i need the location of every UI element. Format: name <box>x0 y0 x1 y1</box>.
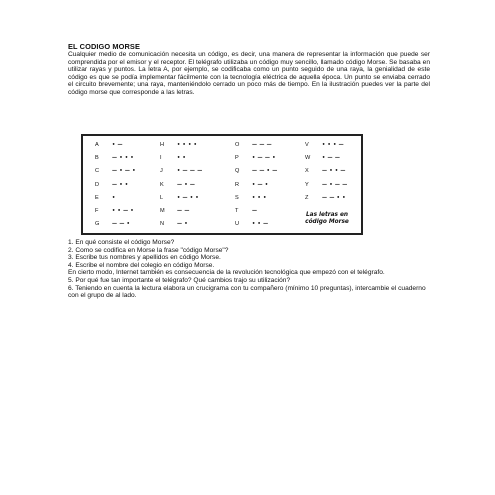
morse-code: • <box>112 194 116 201</box>
morse-code: • — • • <box>177 194 199 201</box>
morse-letter: N <box>160 221 165 228</box>
morse-letter: I <box>160 155 162 162</box>
morse-letter: S <box>235 194 239 201</box>
morse-code: — • • • <box>112 155 134 162</box>
morse-entry-a <box>95 141 123 149</box>
morse-code: — — — <box>252 142 272 148</box>
morse-code: • — — • <box>252 155 276 162</box>
question-line: 5. Por qué fue tan importante el telégrafo? Qué cambios trajo su utilización? <box>68 276 291 284</box>
questions-list <box>68 239 430 300</box>
morse-entry-f <box>95 207 134 215</box>
morse-entry-e <box>95 194 116 202</box>
morse-entry-r <box>235 181 268 189</box>
morse-code: • — — <box>322 155 341 162</box>
morse-code: — • — — <box>322 181 348 188</box>
morse-code: — — • • <box>322 194 346 201</box>
morse-letter: Y <box>305 181 309 188</box>
morse-letter: R <box>235 181 240 188</box>
morse-letter: E <box>95 194 99 201</box>
morse-entry-j <box>160 167 203 175</box>
morse-entry-p <box>235 154 276 162</box>
morse-entry-t <box>235 207 257 215</box>
morse-letter: P <box>235 155 239 162</box>
morse-letter: A <box>95 142 99 148</box>
morse-code: • • • <box>252 194 267 201</box>
caption-line-1: Las letras en <box>305 212 349 218</box>
morse-entry-k <box>160 181 195 189</box>
morse-code: • — — — <box>177 168 203 175</box>
question-line: 1. En qué consiste el código Morse? <box>68 239 175 246</box>
document-title: EL CODIGO MORSE <box>68 42 140 51</box>
morse-code: — — • <box>112 221 131 228</box>
morse-code: — • <box>177 221 188 228</box>
morse-code: • • • — <box>322 142 344 148</box>
morse-letter: Z <box>305 194 309 201</box>
morse-letter: D <box>95 181 100 188</box>
question-line: 2. Como se codifica en Morse la frase "código Morse"? <box>68 246 229 254</box>
morse-entry-n <box>160 220 188 228</box>
morse-code: — • — • <box>112 168 136 175</box>
morse-letter: K <box>160 181 164 188</box>
morse-entry-y <box>305 181 348 189</box>
morse-code: — • — <box>177 181 196 188</box>
morse-entry-o <box>235 141 272 149</box>
morse-letter: C <box>95 168 100 175</box>
morse-code: • — • <box>252 181 269 188</box>
morse-code: — • • <box>112 181 129 188</box>
morse-code-table <box>81 134 363 235</box>
morse-code: • • <box>177 155 187 162</box>
morse-letter: X <box>305 168 309 175</box>
morse-letter: G <box>95 221 100 228</box>
morse-entry-q <box>235 167 278 175</box>
morse-letter: T <box>235 208 239 214</box>
question-line: 4. Escribe el nombre del colegio en código Morse. <box>68 261 215 269</box>
morse-entry-l <box>160 194 199 202</box>
morse-letter: O <box>235 142 240 148</box>
intro-paragraph: Cualquier medio de comunicación necesita un código, es decir, una manera de representar la información que puede ser comprendida por el emisor y el receptor. El telégrafo utilizaba un código muy sencillo, llamado código Morse. Se basaba en utilizar rayas y puntos. La letra A, por ejemplo, se codificaba como un punto seguido de una raya, la genialidad de este código es que se podía implementar fácilmente con la tecnología eléctrica de aquella época. Un punto se enviaba cerrado el circuito brevemente; una raya, manteniéndolo cerrado un poco más de tiempo. En la ilustración puedes ver la parte del código morse que corresponde a las letras. <box>68 51 430 96</box>
caption-line-2: código Morse <box>305 219 349 226</box>
morse-entry-u <box>235 220 268 228</box>
morse-entry-h <box>160 141 197 149</box>
morse-entry-c <box>95 167 136 175</box>
morse-letter: M <box>160 208 165 214</box>
morse-entry-i <box>160 154 186 162</box>
question-line: 3. Escribe tus nombres y apellidos en código Morse. <box>68 254 221 262</box>
morse-letter: H <box>160 142 165 148</box>
morse-letter: B <box>95 155 99 162</box>
morse-code: — • • — <box>322 168 346 175</box>
morse-letter: J <box>160 168 163 175</box>
morse-code: — — <box>177 208 190 214</box>
question-line: 6. Teniendo en cuenta la lectura elabora un crucigrama con tu compañero (mínimo 10 preguntas), intercambie el cuaderno con el grupo de al lado. <box>68 284 426 300</box>
morse-letter: V <box>305 142 309 148</box>
morse-letter: W <box>305 155 311 162</box>
morse-code: — <box>252 208 258 214</box>
morse-letter: Q <box>235 168 240 175</box>
morse-code: • — <box>112 142 123 148</box>
morse-entry-z <box>305 194 346 202</box>
morse-code: — — • — <box>252 168 278 175</box>
morse-code: • • — <box>252 221 269 228</box>
morse-letter: U <box>235 221 240 228</box>
morse-code: • • • • <box>177 142 198 148</box>
morse-table-caption <box>297 212 357 226</box>
morse-letter: F <box>95 208 99 214</box>
morse-entry-g <box>95 220 130 228</box>
morse-code: • • — • <box>112 208 134 214</box>
morse-letter: L <box>160 194 164 201</box>
morse-entry-v <box>305 141 344 149</box>
morse-entry-m <box>160 207 190 215</box>
morse-entry-w <box>305 154 340 162</box>
question-line: En cierto modo, Internet también es consecuencia de la revolución tecnológica que empezó con el telégrafo. <box>68 269 385 277</box>
morse-entry-s <box>235 194 267 202</box>
morse-entry-b <box>95 154 134 162</box>
morse-entry-d <box>95 181 128 189</box>
morse-entry-x <box>305 167 346 175</box>
